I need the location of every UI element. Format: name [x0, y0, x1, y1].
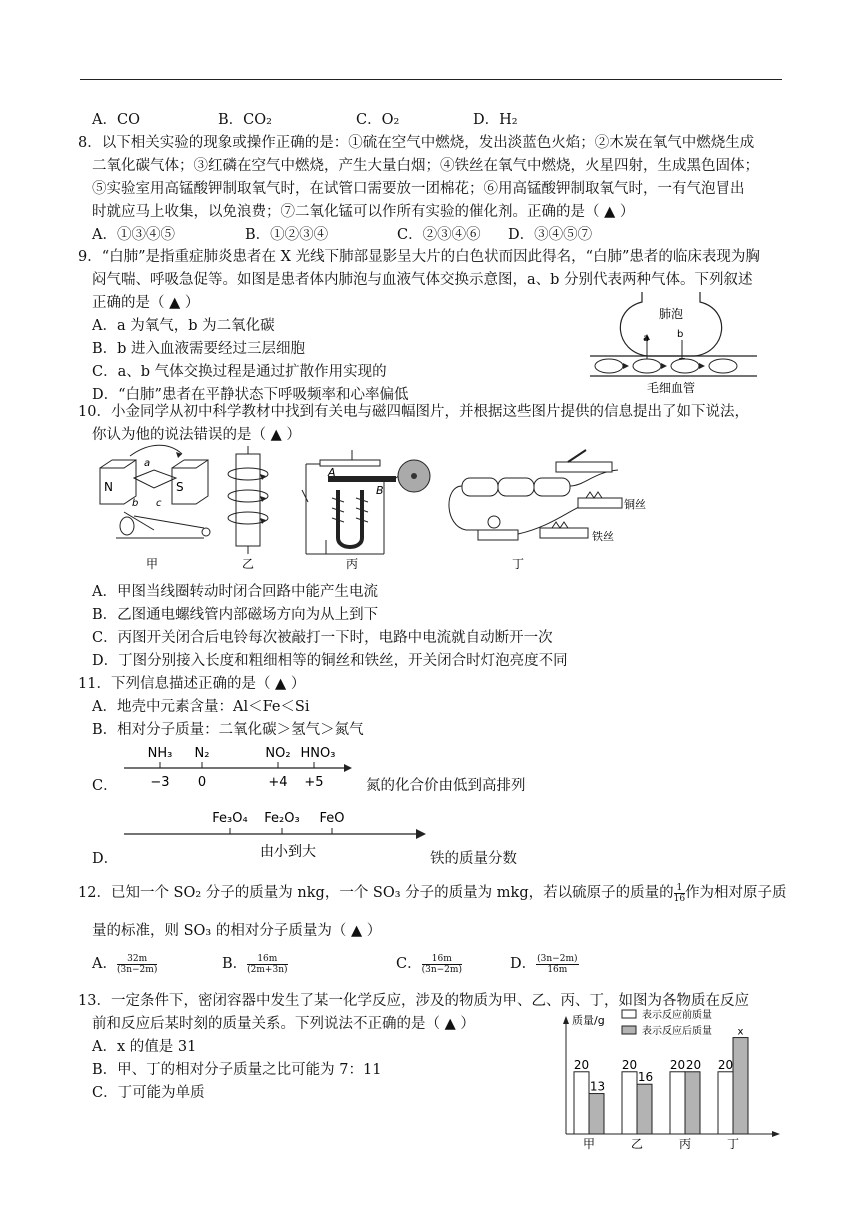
q12-line: 量的标准，则 SO₃ 的相对分子质量为（ ▲ ） — [92, 923, 382, 939]
capillary-label: 毛细血管 — [646, 381, 696, 395]
bar-value-label: 13 — [589, 1079, 606, 1094]
q11-option-c-note: 氮的化合价由低到高排列 — [366, 778, 526, 794]
figure-jia-caption: 甲 — [145, 557, 159, 571]
figure-yi-caption: 乙 — [241, 557, 255, 571]
q10-option-c: C．丙图开关闭合后电铃每次被敲打一下时，电路中电流就自动断开一次 — [92, 630, 553, 646]
gas-a-label: a — [643, 333, 650, 344]
nitrogen-valence-axis — [118, 740, 358, 794]
bar-before — [574, 1072, 589, 1134]
species-n2: N₂ — [194, 746, 210, 761]
copper-wire-label: 铜丝 — [624, 498, 646, 511]
generator-figure — [100, 445, 210, 571]
q11-option-c-label: C． — [92, 778, 118, 794]
q7-option-a: A．CO — [92, 112, 140, 128]
n-pole-label: N — [104, 480, 113, 494]
bar-before — [670, 1072, 685, 1134]
q9-line: 9．“白肺”是指重症肺炎患者在 X 光线下肺部显影呈大片的白色状而因此得名，“白肺”患者的临床表现为胸 — [78, 249, 760, 265]
figure-ding-caption: 丁 — [511, 557, 525, 571]
category-label: 丙 — [678, 1137, 692, 1151]
species-feo: FeO — [319, 811, 345, 826]
valence-value: +5 — [304, 775, 324, 790]
q13-line: 前和反应后某时刻的质量关系。下列说法不正确的是（ ▲ ） — [92, 1016, 475, 1032]
q8-option-a: A．①③④⑤ — [92, 227, 175, 243]
bar-value-label: 20 — [669, 1057, 686, 1072]
q13-line: 13．一定条件下，密闭容器中发生了某一化学反应，涉及的物质为甲、乙、丙、丁，如图为各物质在反应 — [78, 993, 749, 1009]
category-label: 乙 — [630, 1137, 644, 1151]
valence-value: +4 — [268, 775, 288, 790]
valence-value: 0 — [197, 775, 207, 790]
figure-bing-caption: 丙 — [345, 557, 359, 571]
q13-option-b: B．甲、丁的相对分子质量之比可能为 7：11 — [92, 1062, 382, 1078]
q9-line: 闷气喘、呼吸急促等。如图是患者体内肺泡与血液气体交换示意图，a、b 分别代表两种气体。下列叙述 — [92, 272, 753, 288]
q9-option-a: A．a 为氧气，b 为二氧化碳 — [92, 318, 275, 334]
solenoid-figure — [228, 446, 268, 571]
legend-swatch-before — [622, 1010, 636, 1018]
q12-text: 12．已知一个 SO₂ 分子的质量为 nkg，一个 SO₃ 分子的质量为 mkg，若以硫原子的质量的 — [78, 885, 674, 901]
bar-value-label: x — [737, 1026, 744, 1038]
y-axis-label: 质量/g — [572, 1014, 605, 1027]
species-fe3o4: Fe₃O₄ — [212, 811, 248, 826]
bar-value-label: 20 — [621, 1057, 638, 1072]
q7-option-c: C．O₂ — [356, 112, 400, 128]
q10-option-d: D．丁图分别接入长度和粗细相等的铜丝和铁丝，开关闭合时灯泡亮度不同 — [92, 653, 568, 669]
species-hno3: HNO₃ — [300, 746, 336, 761]
category-label: 丁 — [726, 1137, 740, 1151]
q8-line: 二氧化碳气体；③红磷在空气中燃烧，产生大量白烟；④铁丝在氧气中燃烧，火星四射，生成黑色固体； — [92, 158, 759, 174]
q12-option-d: D． $\frac{(3n-2m)}{16m}$ — [510, 953, 578, 975]
coil-b-label: b — [132, 498, 139, 509]
q8-option-d: D．③④⑤⑦ — [508, 227, 593, 243]
q8-line: 8．以下相关实验的现象或操作正确的是：①硫在空气中燃烧，发出淡蓝色火焰；②木炭在氧气中燃烧生成 — [78, 135, 755, 151]
mass-bar-chart — [548, 1006, 784, 1152]
q8-line: 时就应马上收集，以免浪费；⑦二氧化锰可以作所有实验的催化剂。正确的是（ ▲ ） — [92, 204, 635, 220]
header-rule — [80, 79, 782, 80]
q9-option-b: B．b 进入血液需要经过三层细胞 — [92, 341, 306, 357]
legend-swatch-after — [622, 1026, 636, 1034]
q12-option-c: C． $\frac{16m}{(3n-2m)}$ — [396, 953, 462, 975]
q8-option-b: B．①②③④ — [245, 227, 329, 243]
s-pole-label: S — [176, 480, 184, 494]
iron-wire-label: 铁丝 — [592, 530, 614, 543]
electric-bell-figure — [302, 450, 430, 571]
q11-option-d-label: D． — [92, 851, 119, 867]
q13-option-a: A．x 的值是 31 — [92, 1039, 197, 1055]
bar-value-label: 20 — [573, 1057, 590, 1072]
alveolus-diagram — [585, 290, 765, 398]
q11-option-d-note: 铁的质量分数 — [430, 851, 517, 867]
q10-option-a: A．甲图当线圈转动时闭合回路中能产生电流 — [92, 584, 378, 600]
bar-value-label: 20 — [685, 1057, 702, 1072]
q7-option-b: B．CO₂ — [218, 112, 272, 128]
q9-option-c: C．a、b 气体交换过程是通过扩散作用实现的 — [92, 364, 387, 380]
q10-line: 你认为他的说法错误的是（ ▲ ） — [92, 427, 301, 443]
bar-after — [637, 1084, 652, 1134]
axis-direction-label: 由小到大 — [260, 844, 316, 860]
bar-after — [589, 1094, 604, 1134]
bell-a-label: A — [328, 466, 336, 479]
q12-text: 作为相对原子质 — [685, 885, 787, 901]
bar-before — [622, 1072, 637, 1134]
valence-value: −3 — [150, 775, 170, 790]
electromagnetism-figures — [94, 446, 646, 574]
coil-c-label: c — [156, 498, 162, 509]
bell-b-label: B — [376, 484, 384, 497]
legend-after-label: 表示反应后质量 — [642, 1026, 712, 1037]
q8-option-c: C．②③④⑥ — [397, 227, 481, 243]
species-nh3: NH₃ — [147, 746, 173, 761]
q11-stem: 11．下列信息描述正确的是（ ▲ ） — [78, 676, 306, 692]
legend-before-label: 表示反应前质量 — [642, 1010, 712, 1021]
bar-after — [685, 1072, 700, 1134]
species-fe2o3: Fe₂O₃ — [264, 811, 300, 826]
species-no2: NO₂ — [265, 746, 291, 761]
gas-b-label: b — [677, 329, 684, 340]
bar-value-label: 16 — [637, 1070, 654, 1085]
q11-option-b: B．相对分子质量：二氧化碳＞氢气＞氮气 — [92, 722, 364, 738]
q8-line: ⑤实验室用高锰酸钾制取氧气时，在试管口需要放一团棉花；⑥用高锰酸钾制取氧气时，一有气泡冒出 — [92, 181, 745, 197]
bar-after — [733, 1038, 748, 1134]
fraction-one-sixteenth: $\frac{1}{16}$ — [673, 882, 686, 904]
q9-option-d: D．“白肺”患者在平静状态下呼吸频率和心率偏低 — [92, 387, 409, 403]
coil-a-label: a — [144, 458, 151, 469]
q12-option-b: B． $\frac{16m}{(2m+3n)}$ — [222, 953, 288, 975]
q12-line — [78, 881, 787, 904]
q11-option-a: A．地壳中元素含量：Al＜Fe＜Si — [92, 699, 310, 715]
iron-mass-fraction-axis — [118, 804, 430, 866]
q10-line: 10．小金同学从初中科学教材中找到有关电与磁四幅图片，并根据这些图片提供的信息提出了如下说法， — [78, 404, 749, 420]
category-label: 甲 — [582, 1137, 596, 1151]
q10-option-b: B．乙图通电螺线管内部磁场方向为从上到下 — [92, 607, 379, 623]
q9-line: 正确的是（ ▲ ） — [92, 295, 200, 311]
bar-value-label: 20 — [717, 1057, 734, 1072]
alveolus-label: 肺泡 — [658, 307, 684, 321]
q12-option-a: A． $\frac{32m}{(3n-2m)}$ — [92, 953, 158, 975]
resistance-circuit-figure — [449, 450, 646, 571]
q7-option-d: D．H₂ — [473, 112, 518, 128]
q13-option-c: C．丁可能为单质 — [92, 1085, 205, 1101]
bar-before — [718, 1072, 733, 1134]
